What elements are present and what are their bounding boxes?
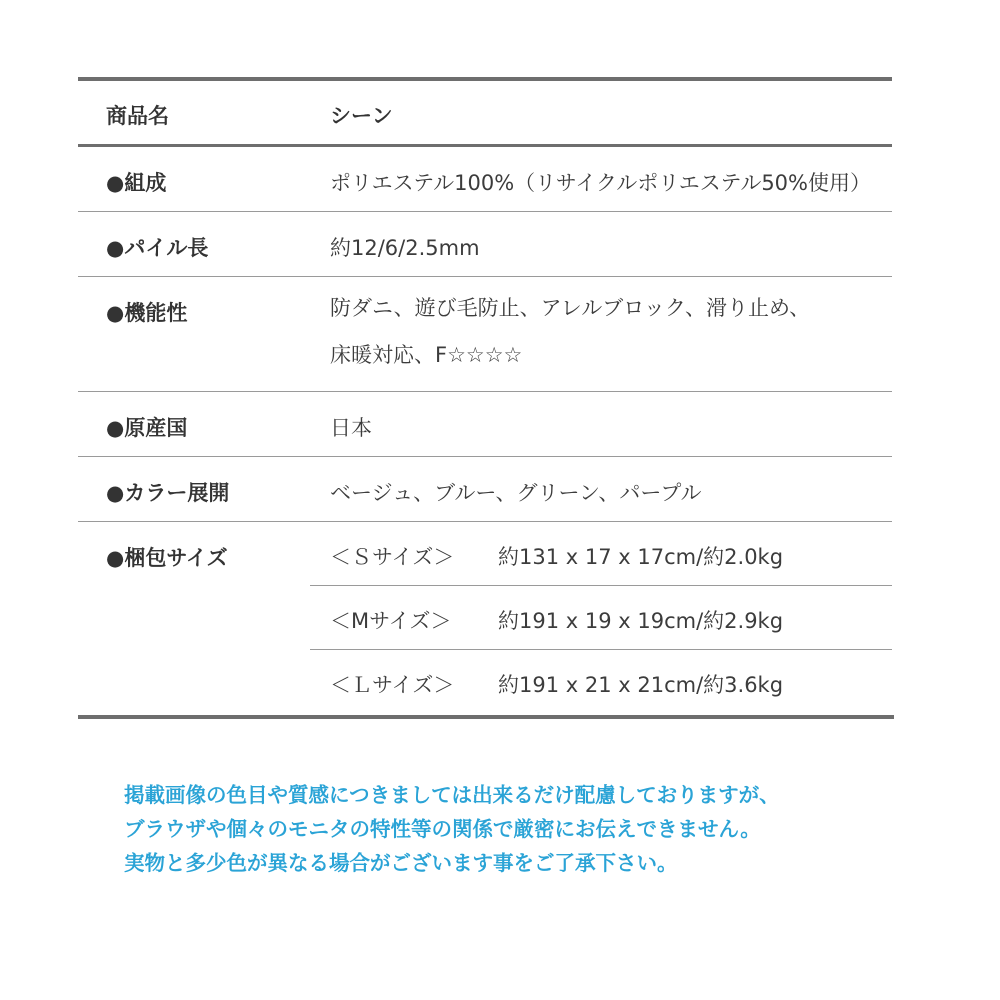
color-disclaimer (124, 778, 924, 880)
package-size-item (310, 650, 892, 714)
composition-value: ポリエステル100%（リサイクルポリエステル50%使用） (330, 171, 871, 195)
package-size-list (310, 522, 892, 714)
table-bottom-rule (78, 715, 894, 719)
disclaimer-line-1: 掲載画像の色目や質感につきましては出来るだけ配慮しておりますが、 (124, 783, 780, 807)
package-size-item (310, 586, 892, 650)
origin-row (78, 392, 892, 457)
colors-label: ●カラー展開 (106, 481, 230, 505)
spec-table (78, 77, 892, 714)
product-name-value: シーン (330, 104, 393, 128)
composition-label: ●組成 (106, 171, 167, 195)
origin-label: ●原産国 (106, 416, 188, 440)
package-size-tag: ＜Ｌサイズ＞ (330, 673, 455, 697)
package-size-tag: ＜Ｓサイズ＞ (330, 545, 455, 569)
package-size-spec: 約191 x 21 x 21cm/約3.6kg (498, 673, 784, 697)
package-size-spec: 約191 x 19 x 19cm/約2.9kg (498, 609, 784, 633)
features-value (310, 265, 892, 391)
disclaimer-line-2: ブラウザや個々のモニタの特性等の関係で厳密にお伝えできません。 (124, 817, 761, 841)
colors-row (78, 457, 892, 522)
package-size-item (310, 522, 892, 586)
package-size-row (78, 522, 892, 714)
package-size-spec: 約131 x 17 x 17cm/約2.0kg (498, 545, 784, 569)
pile-length-value: 約12/6/2.5mm (330, 236, 480, 260)
product-name-label: 商品名 (106, 104, 169, 128)
features-value-line-2: 床暖対応、F☆☆☆☆ (330, 343, 523, 367)
package-size-tag: ＜Mサイズ＞ (330, 609, 452, 633)
features-value-line-1: 防ダニ、遊び毛防止、アレルブロック、滑り止め、 (330, 296, 811, 320)
package-size-label: ●梱包サイズ (106, 546, 228, 570)
product-name-row (78, 81, 892, 147)
disclaimer-line-3: 実物と多少色が異なる場合がございます事をご了承下さい。 (124, 851, 678, 875)
origin-value: 日本 (330, 416, 372, 440)
colors-value: ベージュ、ブルー、グリーン、パープル (330, 481, 702, 505)
features-row (78, 277, 892, 392)
features-label: ●機能性 (106, 301, 188, 325)
composition-row (78, 147, 892, 212)
pile-length-label: ●パイル長 (106, 236, 209, 260)
